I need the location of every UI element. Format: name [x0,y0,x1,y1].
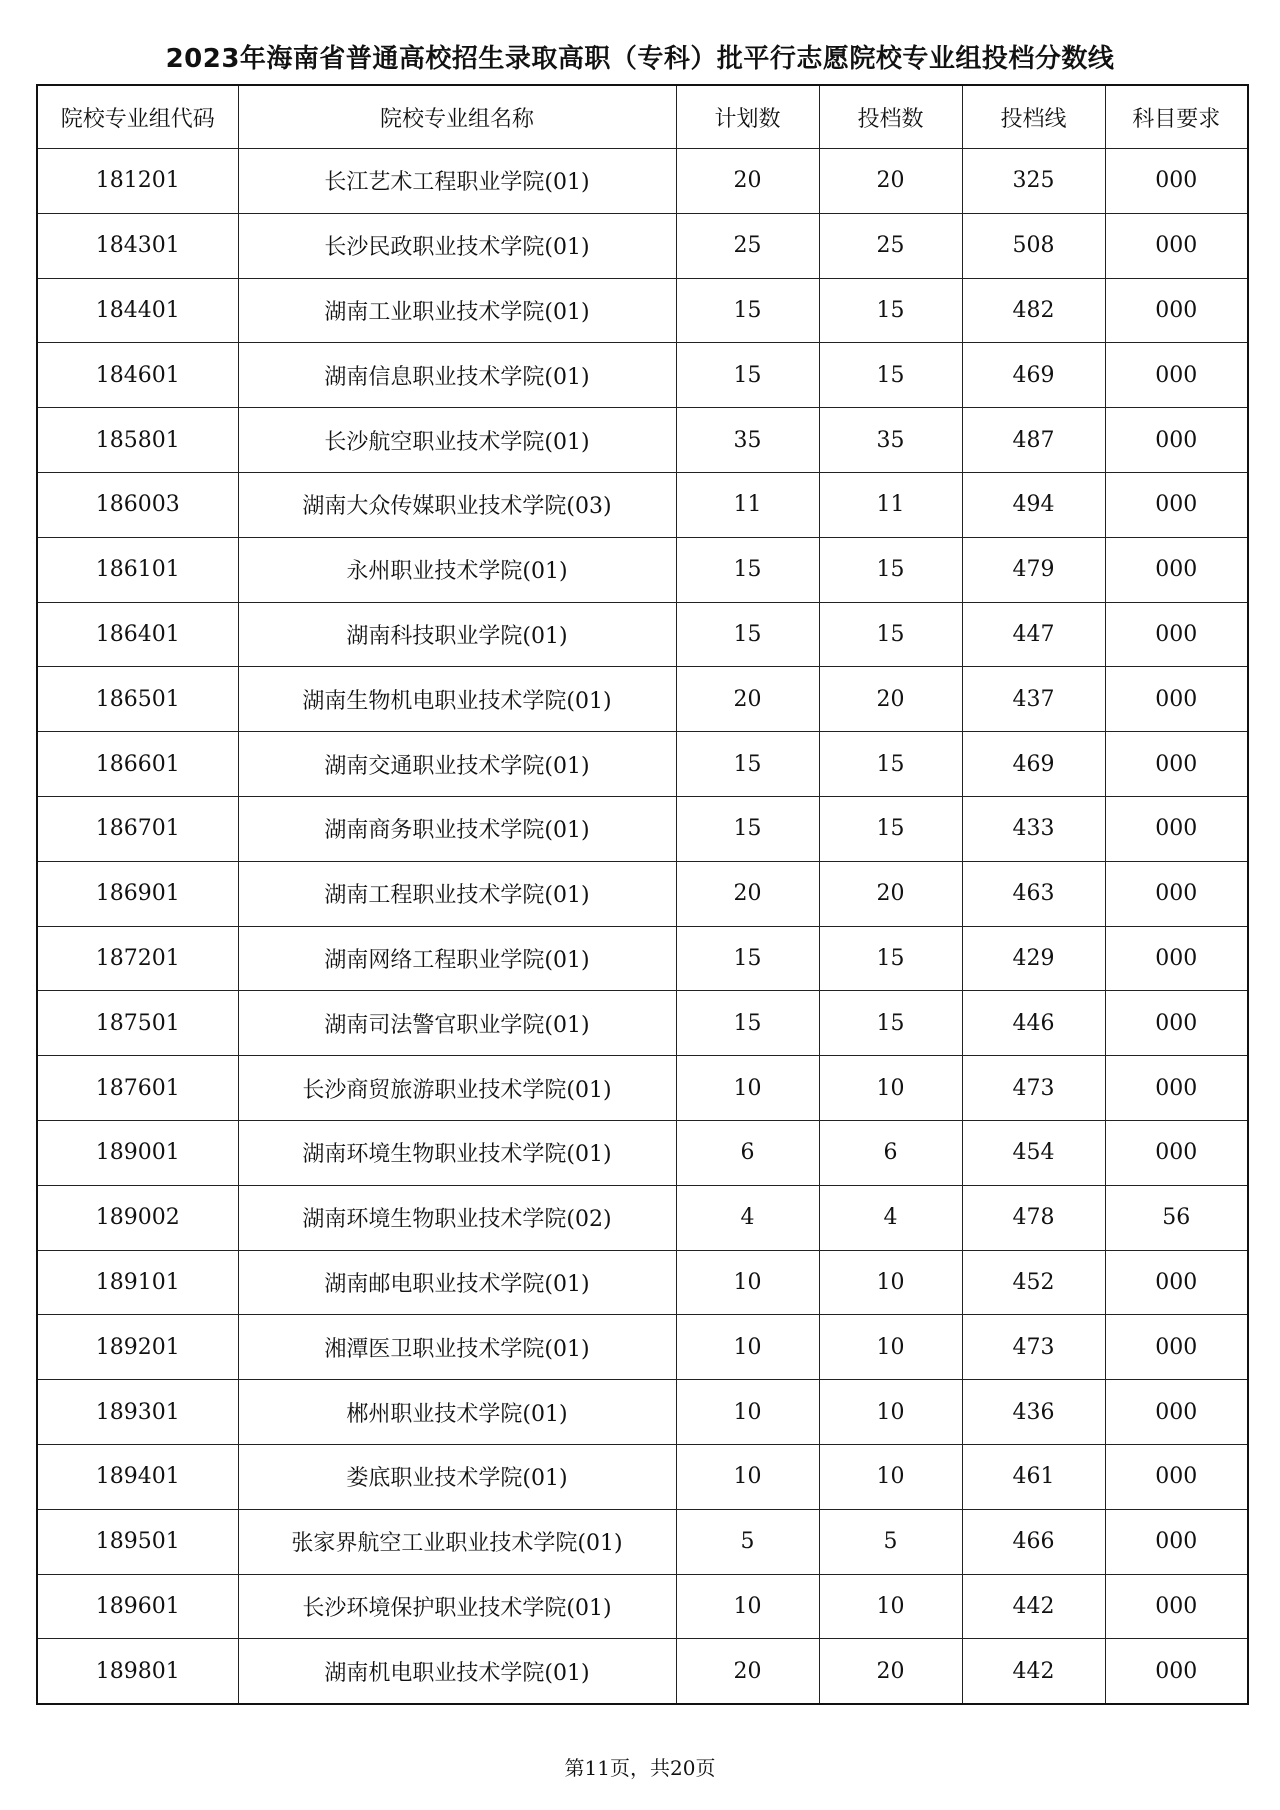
cell-filed: 15 [819,343,962,408]
table-row [37,926,1248,991]
cell-code: 187601 [37,1056,238,1121]
table-row [37,472,1248,537]
cell-subject: 000 [1105,213,1248,278]
cell-plan: 5 [676,1509,819,1574]
table-row [37,408,1248,473]
header-plan: 计划数 [676,85,819,149]
cell-subject: 56 [1105,1185,1248,1250]
cell-name: 长江艺术工程职业学院(01) [238,149,676,214]
cell-plan: 20 [676,861,819,926]
cell-subject: 000 [1105,1444,1248,1509]
cell-score-line: 437 [962,667,1105,732]
cell-code: 187501 [37,991,238,1056]
cell-name: 湖南科技职业学院(01) [238,602,676,667]
cell-score-line: 479 [962,537,1105,602]
cell-subject: 000 [1105,278,1248,343]
cell-filed: 20 [819,667,962,732]
table-row [37,1185,1248,1250]
cell-code: 184601 [37,343,238,408]
header-filed: 投档数 [819,85,962,149]
table-row [37,343,1248,408]
cell-filed: 10 [819,1444,962,1509]
cell-filed: 15 [819,732,962,797]
table-row [37,1056,1248,1121]
cell-plan: 15 [676,796,819,861]
cell-plan: 4 [676,1185,819,1250]
table-row [37,991,1248,1056]
cell-code: 186003 [37,472,238,537]
cell-filed: 5 [819,1509,962,1574]
cell-plan: 15 [676,602,819,667]
cell-plan: 10 [676,1315,819,1380]
cell-score-line: 452 [962,1250,1105,1315]
cell-plan: 15 [676,537,819,602]
cell-code: 181201 [37,149,238,214]
cell-plan: 15 [676,278,819,343]
cell-filed: 15 [819,991,962,1056]
cell-subject: 000 [1105,1380,1248,1445]
cell-name: 湖南生物机电职业技术学院(01) [238,667,676,732]
cell-score-line: 442 [962,1574,1105,1639]
cell-name: 长沙民政职业技术学院(01) [238,213,676,278]
cell-filed: 15 [819,278,962,343]
cell-subject: 000 [1105,1509,1248,1574]
table-row [37,278,1248,343]
cell-filed: 25 [819,213,962,278]
cell-filed: 20 [819,861,962,926]
table-body [37,149,1248,1705]
cell-name: 张家界航空工业职业技术学院(01) [238,1509,676,1574]
cell-filed: 10 [819,1380,962,1445]
cell-code: 189501 [37,1509,238,1574]
cell-name: 湖南环境生物职业技术学院(02) [238,1185,676,1250]
header-score-line: 投档线 [962,85,1105,149]
cell-name: 湘潭医卫职业技术学院(01) [238,1315,676,1380]
cell-subject: 000 [1105,1574,1248,1639]
cell-score-line: 473 [962,1315,1105,1380]
cell-code: 184401 [37,278,238,343]
cell-plan: 10 [676,1574,819,1639]
cell-subject: 000 [1105,796,1248,861]
cell-score-line: 447 [962,602,1105,667]
cell-code: 189002 [37,1185,238,1250]
cell-filed: 10 [819,1574,962,1639]
cell-name: 湖南邮电职业技术学院(01) [238,1250,676,1315]
cell-plan: 15 [676,926,819,991]
cell-filed: 10 [819,1315,962,1380]
cell-name: 湖南司法警官职业学院(01) [238,991,676,1056]
cell-plan: 20 [676,149,819,214]
table-row [37,213,1248,278]
cell-subject: 000 [1105,149,1248,214]
cell-filed: 6 [819,1120,962,1185]
cell-filed: 15 [819,537,962,602]
cell-plan: 20 [676,667,819,732]
cell-subject: 000 [1105,991,1248,1056]
cell-score-line: 473 [962,1056,1105,1121]
cell-code: 184301 [37,213,238,278]
cell-code: 189301 [37,1380,238,1445]
cell-score-line: 433 [962,796,1105,861]
cell-code: 186601 [37,732,238,797]
cell-code: 186701 [37,796,238,861]
cell-code: 189001 [37,1120,238,1185]
cell-code: 189201 [37,1315,238,1380]
cell-name: 湖南环境生物职业技术学院(01) [238,1120,676,1185]
cell-name: 湖南工程职业技术学院(01) [238,861,676,926]
score-table [36,84,1249,1705]
cell-subject: 000 [1105,1639,1248,1704]
cell-plan: 25 [676,213,819,278]
cell-code: 186501 [37,667,238,732]
cell-name: 湖南商务职业技术学院(01) [238,796,676,861]
table-row [37,1250,1248,1315]
cell-filed: 15 [819,926,962,991]
cell-filed: 35 [819,408,962,473]
cell-code: 186901 [37,861,238,926]
cell-subject: 000 [1105,667,1248,732]
cell-plan: 10 [676,1380,819,1445]
table-row [37,861,1248,926]
cell-plan: 15 [676,991,819,1056]
cell-plan: 6 [676,1120,819,1185]
cell-subject: 000 [1105,343,1248,408]
cell-code: 189101 [37,1250,238,1315]
table-row [37,602,1248,667]
cell-code: 187201 [37,926,238,991]
cell-code: 186401 [37,602,238,667]
cell-score-line: 466 [962,1509,1105,1574]
cell-name: 郴州职业技术学院(01) [238,1380,676,1445]
cell-name: 长沙商贸旅游职业技术学院(01) [238,1056,676,1121]
cell-score-line: 454 [962,1120,1105,1185]
table-row [37,149,1248,214]
cell-score-line: 469 [962,732,1105,797]
cell-filed: 11 [819,472,962,537]
cell-score-line: 463 [962,861,1105,926]
table-row [37,796,1248,861]
cell-name: 湖南信息职业技术学院(01) [238,343,676,408]
table-row [37,537,1248,602]
table-row [37,1315,1248,1380]
table-row [37,1639,1248,1704]
cell-score-line: 461 [962,1444,1105,1509]
cell-name: 永州职业技术学院(01) [238,537,676,602]
table-row [37,1574,1248,1639]
page-title: 2023年海南省普通高校招生录取高职（专科）批平行志愿院校专业组投档分数线 [165,44,1115,74]
cell-subject: 000 [1105,537,1248,602]
header-subject: 科目要求 [1105,85,1248,149]
cell-plan: 15 [676,343,819,408]
cell-name: 湖南网络工程职业学院(01) [238,926,676,991]
cell-score-line: 508 [962,213,1105,278]
cell-code: 189401 [37,1444,238,1509]
cell-filed: 15 [819,602,962,667]
cell-filed: 20 [819,1639,962,1704]
cell-score-line: 429 [962,926,1105,991]
cell-score-line: 325 [962,149,1105,214]
table-row [37,732,1248,797]
cell-filed: 15 [819,796,962,861]
table-row [37,1380,1248,1445]
cell-plan: 11 [676,472,819,537]
cell-score-line: 487 [962,408,1105,473]
cell-name: 娄底职业技术学院(01) [238,1444,676,1509]
cell-subject: 000 [1105,926,1248,991]
cell-code: 189801 [37,1639,238,1704]
table-row [37,1444,1248,1509]
cell-plan: 10 [676,1250,819,1315]
cell-plan: 10 [676,1056,819,1121]
table-row [37,667,1248,732]
cell-subject: 000 [1105,472,1248,537]
cell-name: 长沙环境保护职业技术学院(01) [238,1574,676,1639]
cell-subject: 000 [1105,408,1248,473]
cell-score-line: 478 [962,1185,1105,1250]
cell-subject: 000 [1105,1120,1248,1185]
table-row [37,1120,1248,1185]
cell-name: 湖南交通职业技术学院(01) [238,732,676,797]
cell-filed: 10 [819,1056,962,1121]
cell-subject: 000 [1105,732,1248,797]
cell-plan: 20 [676,1639,819,1704]
page-footer: 第11页，共20页 [564,1756,716,1780]
cell-filed: 20 [819,149,962,214]
cell-score-line: 469 [962,343,1105,408]
cell-plan: 15 [676,732,819,797]
cell-filed: 4 [819,1185,962,1250]
table-header-row [37,85,1248,149]
cell-name: 湖南机电职业技术学院(01) [238,1639,676,1704]
cell-score-line: 436 [962,1380,1105,1445]
header-code: 院校专业组代码 [37,85,238,149]
cell-plan: 35 [676,408,819,473]
cell-code: 189601 [37,1574,238,1639]
cell-subject: 000 [1105,861,1248,926]
cell-code: 186101 [37,537,238,602]
cell-name: 湖南大众传媒职业技术学院(03) [238,472,676,537]
cell-subject: 000 [1105,1250,1248,1315]
cell-subject: 000 [1105,1056,1248,1121]
cell-subject: 000 [1105,602,1248,667]
cell-plan: 10 [676,1444,819,1509]
header-name: 院校专业组名称 [238,85,676,149]
cell-name: 湖南工业职业技术学院(01) [238,278,676,343]
cell-filed: 10 [819,1250,962,1315]
table-row [37,1509,1248,1574]
cell-name: 长沙航空职业技术学院(01) [238,408,676,473]
cell-subject: 000 [1105,1315,1248,1380]
cell-score-line: 442 [962,1639,1105,1704]
cell-score-line: 482 [962,278,1105,343]
cell-score-line: 494 [962,472,1105,537]
cell-code: 185801 [37,408,238,473]
cell-score-line: 446 [962,991,1105,1056]
